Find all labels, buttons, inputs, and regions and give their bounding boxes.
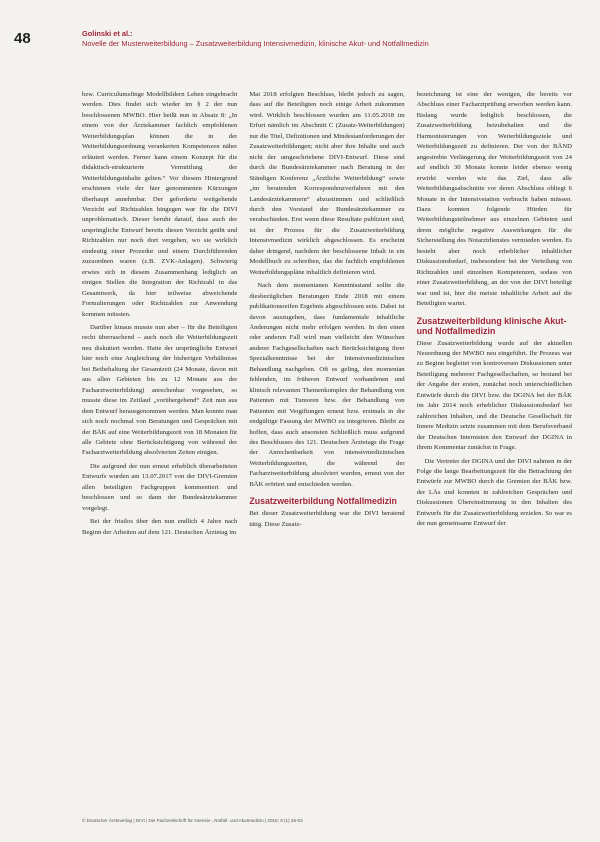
paragraph: Die Vertreter der DGINA und der DIVI nahmen in der Folge die lange Bearbeitungszeit für die Betrachtung der Entwürfe zur MWBO durch die Gremien der BÄK bzw. der LÄs und konnten in zahlreichen Gesprächen und Diskussionen Übereinstimmung in den Inhalten des Entwurfs für die Zusatzweiterbildung erzielen. So war es der nun gemeinsame Entwurf der bbox=[416, 457, 572, 528]
column-3 bbox=[417, 90, 572, 810]
section-heading: Zusatzweiterbildung Notfallmedizin bbox=[249, 496, 397, 507]
paragraph: bezeichnung ist eine der wenigen, die bereits vor Abschluss einer Facharztprüfung erworben werden kann. Bislang wurde lediglich beschlossen, die Zusatzweiterbildung beizubehalten und die Harmonisierungen von Weiterbildungsziele und Weiterbildungszeit zu definieren. Der von der BÄND angestrebte Verlängerung der Weiterbildungszeit von 24 auf endlich 30 Monate konnte leider ebenso wenig erwirkt werden wie das Ziel, dass alle Weiterbildungsabschnitte vor deren Abschluss obliegt 6 Monate in der Intensivstation verbracht haben müssen. Dazu konnten folgende Hürden für Weiterbildungsteilnehmer aus einzelnen Gebieten und deren mögliche negative Auswirkungen für die Sicherstellung des Notarztdienstes vermieden werden. Es besteht aber noch erheblicher inhaltlicher Diskussionsbedarf, insbesondere bei der Verteilung von Richtzahlen und einzelnen Kompetenzen, sodass von einer Zusatzweiterbildung, an der von der DIVI beteiligt war und ist, hier die meiste inhaltliche Arbeit auf die Beteiligten wartet. bbox=[416, 91, 572, 308]
paragraph: Nach dem momentanen Kenntnisstand sollte die diesbezüglichen Beratungen Ende 2018 mit einem publikationsreifen Ergebnis abgeschlossen sein. Dabei ist davon auszugehen, dass fundamentale inhaltliche Änderungen nicht mehr erfolgen werden. In den einen oder anderen Fall wird man vielleicht den Wünschen anderer Fachgesellschaften nach Berücksichtigung ihrer Spezialkenntnisse bei der Intensivmedizinischen Behandlung nachgeben. Oft es geling, den momentan fehlenden, im früheren Entwurf vorhandenen und klinisch relevanten Themenkomplex der Behandlung von Patienten mit Tumoren bzw. der Behandlung von Patienten mit Vergiftungen erneut bzw. erstmals in die endgültige Fassung der MWBO zu integrieren. Bleibt zu hoffen, dass auch ansonsten Schließlich muss aufgrund des Beschlusses des 121. Deutschen Ärztetags die Frage der Anrechenbarkeit von intensivmedizinischen Weiterbildungszeiten, die während der Facharztweiterbildung absolviert wurden, erneut von der BÄK erörtert und entschieden werden. bbox=[249, 282, 405, 488]
running-head-title: Novelle der Musterweiterbildung – Zusatzweiterbildung Intensivmedizin, klinische Akut- und Notfallmedizin bbox=[82, 38, 429, 48]
paragraph: Die aufgrund der nun erneut erheblich überarbeiteten Entwurfs wurden am 13.07.2017 von der DIVI-Gremien allen beteiligten Fachgruppen kommentiert und beschlossen und so dann der Bundesärztekammer vorgelegt. bbox=[82, 462, 238, 512]
page-footer: © Deutscher Ärzteverlag | DIVI | Die Fachzeitschrift für Intensiv-, Notfall- und Akutmedizin | 2018; 9 (1) 46-53 bbox=[82, 818, 303, 823]
paragraph: Bei dieser Zusatzweiterbildung war die DIVI beratend tätig. Diese Zusatz- bbox=[249, 510, 405, 528]
paragraph: Diese Zusatzweiterbildung wurde auf der aktuellen Neuordnung der MWBO neu eingeführt. Ihr Prozess war zu Beginn begleitet von kontroversen Diskussionen unter Beteiligung mehrerer Fachgesellschaften, so bestand bei der Angabe der ersten, zunächst noch unterschiedlichen Entwürfe durch die DIVI bzw. die DGINA bei der BÄK im Jahr 2014 noch erheblicher Diskussionsbedarf bei zahlreichen Inhalten, und die Deutsche Gesellschaft für Innere Medizin setzte zusammen mit dem Berufsverband der Deutschen Internisten den Entwurf der DGINA in ihrem Kommentar zunächst in Frage. bbox=[416, 339, 572, 452]
section-heading: Zusatzweiterbildung klinische Akut- und Notfallmedizin bbox=[416, 315, 567, 336]
paragraph: Darüber hinaus musste nun aber – für die Beteiligten recht überraschend – auch noch die Weiterbildungszeit neu diskutiert werden. Hatte der ursprüngliche Entwurf hier noch eine Angleichung der bisherigen Verhältnisse bei Beibehaltung der Gesamtzeit (24 Monate, davon mit aus allen Gebieten bis zu 12 Monate aus der Facharztweiterbildung) anrechenbar vorgesehen, so musste diese im Zeitlauf „vorübergehend“ Zeit nun aus dem Entwurf herausgenommen werden. Man konnte man sich noch nochmal von Beratungen und Gesprächen mit der BÄK auf eine Weiterbildungszeit von 18 Monaten für alle Gebiete ohne Berücksichtigung von während der Facharztweiterbildung absolvierten Zeiten einigen. bbox=[82, 323, 238, 457]
paragraph: Mai 2018 erfolgten Beschluss, bleibt jedoch zu sagen, dass auf die Beteiligten noch einige Arbeit zukommen wird. Wirklich beschlossen wurden am 11.05.2018 im Erfurt nämlich im Abschnitt C (Zusatz-Weiterbildungen) nur die Titel, Definitionen und Mindestanforderungen der Zusatzweiterbildungen; nicht aber ihre Inhalte und auch nicht der umgeschriebene DIVI-Entwurf. Diese sind durch die Bundesärztekammer nach Beratung in der Ständigen Konferenz „Ärztliche Weiterbildung“ sowie „im beratenden Korrespondenzverfahren mit den Landesärztekammern“ abzustimmen und schließlich durch den Vorstand der Bundesärztekammer zu verabschieden. Erst wenn diese Resultate publiziert sind, ist der Prozess für die Zusatzweiterbildung Intensivmedizin wirklich abgeschlossen. Es erscheint daher dringend, nachdem der beschlossene Inhalt in ein Modellbuch zu schreiben, das die fachlich empfohlenen Weiterbildungspläne inhaltlich definieren wird. bbox=[249, 91, 405, 276]
running-head-authors: Golinski et al.: bbox=[82, 29, 133, 38]
article-body bbox=[82, 90, 572, 810]
column-1 bbox=[82, 90, 237, 810]
running-head bbox=[82, 29, 429, 48]
page-number: 48 bbox=[14, 30, 31, 47]
paragraph: bzw. Curriculumsfinge Modellbildern Leben eingebracht werden. Dies findet sich wieder im § 2 der nun beschlossenen MWBO. Hier heißt nun in Absatz 8: „In einem von der Ärztekammer fachlich empfohlenen Weiterbildungsplan können die in der Weiterbildungsordnung verankerten Kompetenzen näher erläutert werden. Ferner kann einem Konzept für die didaktisch-strukturierte Vermittlung der Weiterbildungsinhalte gelten.“ Vor diesem Hintergrund erschienen viele der hier genommenen Kürzungen überhaupt annehmbar. Der geforderte weitgehende Verzicht auf Richtzahlen hingegen war für die DIVI unproblematisch. Dieser beruht darauf, dass auch der ursprüngliche Entwurf bereits diesen Verzicht geübt und Richtzahlen nur noch dort vergeben, wo sie wirklich eindeutig einer Prozedur und einem Durchführenden zuzuordnen waren (z.B. ZVK-Anlagen). Schwierig erwies sich in diesem Zusammenhang lediglich an einigen Stellen die Integration der Richtzahl in das Gesamtwerk, da hier teilweise abweichende Formulierungen oder Richtzahlen zur Anwendung kommen müssten. bbox=[82, 91, 238, 318]
page-header bbox=[0, 0, 600, 60]
paragraph: Bei der fristlos über den nun endlich 4 Jahre nach Beginn der Arbeiten auf dem 121. Deutschen Ärztetag im bbox=[82, 518, 238, 536]
column-2 bbox=[249, 90, 404, 810]
